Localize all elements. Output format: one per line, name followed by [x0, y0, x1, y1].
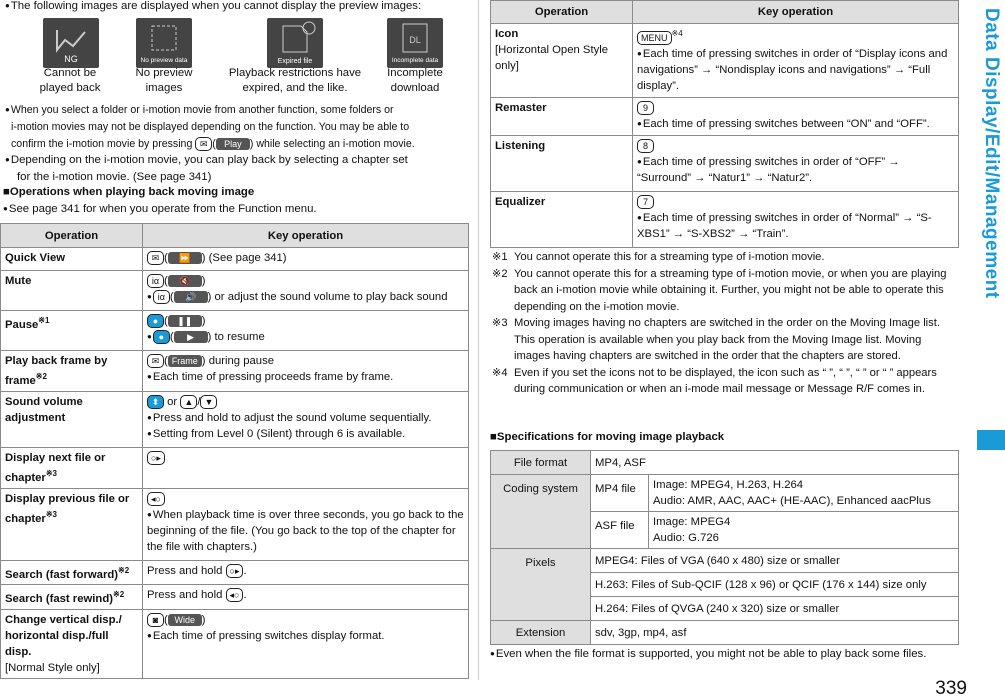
col-key: Key operation: [143, 224, 469, 248]
icon-caption: Cannot be played back: [39, 67, 101, 94]
col-operation: Operation: [1, 224, 143, 248]
key-8-icon: 8: [637, 139, 654, 153]
no-preview-badge: No preview data: [140, 57, 188, 64]
frame-softkey: Frame: [168, 355, 202, 367]
wide-softkey: Wide: [168, 614, 202, 626]
right-key-icon: ○▸: [147, 451, 165, 465]
table-row: Play back frame by frame$^{※2}$ ✉ ( Frame ) during pause ● Each time of pressing proceeds frame by frame.: [1, 351, 469, 392]
key-9-icon: 9: [637, 101, 654, 115]
table-row: Remaster 9 ● Each time of pressing switches between “ON” and “OFF”.: [491, 98, 959, 136]
ng-icon: [43, 18, 99, 68]
camera-key-icon: ◙: [147, 613, 164, 627]
final-note: ● Even when the file format is supported, you might not be able to play back some files.: [490, 648, 926, 660]
i-app-key-icon: iα: [153, 290, 170, 304]
table-row: Equalizer 7 ● Each time of pressing switches in order of “Normal” → “S-XBS1” → “S-XBS2” → “Train”.: [491, 192, 959, 248]
down-key-icon: ▼: [200, 395, 217, 409]
play-softkey: Play: [216, 138, 250, 150]
menu-key-icon: MENU: [637, 31, 672, 45]
mail-key-icon: ✉: [147, 354, 164, 368]
note-1: ● When you select a folder or i-motion movie from another function, some folders or i-motion movies may not be displayed depending on the function. You may be able to confirm the i-motion movie by pressing ✉ ( Play ) while selecting an i-motion movie.: [5, 101, 470, 153]
svg-text:DL: DL: [409, 35, 421, 45]
footnote: ※3 Moving images having no chapters are switched in the order on the Moving Image list. This operation is available when you play back from the Moving Image list. Moving images having chapters are switched in the order that the chapters are stored.: [492, 317, 940, 362]
table-row: Change vertical disp./ horizontal disp./full disp. [Normal Style only] ◙ ( Wide ) ● Each time of pressing switches display format.: [1, 610, 469, 679]
sidebar: [977, 0, 1005, 698]
table-row: Display next file or chapter$^{※3}$ ○▸: [1, 447, 469, 488]
ng-badge: NG: [64, 54, 78, 64]
table-row: Display previous file or chapter$^{※3}$ ◂○ ● When playback time is over three seconds, you go back to the beginning of the file. (You go back to the top of the chapter for the file with chapters.): [1, 488, 469, 560]
expired-badge: Expired file: [277, 58, 313, 65]
table-row: Pause$^{※1}$ ● ( ❚❚ ) ● ● ( ▶ ) to resume: [1, 311, 469, 351]
section-title-specs: ■Specifications for moving image playback: [490, 431, 725, 443]
footnote: ※2 You cannot operate this for a streaming type of i-motion movie, or when you are playing back an i-motion movie while obtaining it. Further, you might not be able to operate this depending on the i-motion movie.: [492, 267, 947, 313]
table-row: Search (fast forward)$^{※2}$ Press and hold ○▸ .: [1, 560, 469, 585]
page-number: 339: [935, 678, 967, 699]
mail-key-icon: ✉: [195, 137, 212, 151]
fast-softkey: ⏩: [168, 252, 202, 264]
left-key-icon: ◂○: [147, 492, 165, 506]
no-preview-icon: [136, 18, 192, 68]
updown-key-icon: ⬍: [147, 395, 164, 409]
table-row: Sound volume adjustment ⬍ or ▲ / ▼ ● Press and hold to adjust the sound volume sequentially. ● Setting from Level 0 (Silent) through 6 is available.: [1, 391, 469, 447]
key-7-icon: 7: [637, 195, 654, 209]
icon-caption: No preview images: [135, 67, 193, 94]
mail-key-icon: ✉: [147, 251, 164, 265]
note-2: ● Depending on the i-motion movie, you can play back by selecting a chapter set for the i-motion movie. (See page 341): [5, 151, 470, 186]
sound-softkey: 🔊: [174, 291, 208, 303]
enter-key-icon: ●: [147, 314, 164, 328]
table-row: Quick View ✉ ( ⏩ ) (See page 341): [1, 248, 469, 271]
footnote: ※4 Even if you set the icons not to be displayed, the icon such as “ ”, “ ”, “ ” or “ ” appears during communication or when an i-mode mail message or Message R/F comes in.: [492, 366, 937, 395]
incomplete-data-icon: [387, 18, 443, 68]
footnotes: [492, 249, 958, 398]
icon-caption: Playback restrictions have expired, and the like.: [228, 67, 362, 94]
enter-key-icon: ●: [153, 330, 170, 344]
chapter-title: Data Display/Edit/Management: [981, 8, 1002, 299]
table-row: Listening 8 ● Each time of pressing switches in order of “OFF” → “Surround” → “Natur1” → “Natur2”.: [491, 136, 959, 192]
play-softkey: ▶: [174, 331, 208, 343]
mute-softkey: 🔇: [168, 275, 202, 287]
pause-softkey: ❚❚: [168, 315, 202, 327]
section-note: ● See page 341 for when you operate from the Function menu.: [3, 203, 317, 215]
section-title-operations: ■Operations when playing back moving image: [3, 186, 255, 198]
i-app-key-icon: iα: [147, 274, 164, 288]
table-row: Search (fast rewind)$^{※2}$ Press and hold ◂○ .: [1, 585, 469, 610]
intro-text: ● The following images are displayed when you cannot display the preview images:: [5, 0, 421, 12]
chapter-tab-marker: [977, 430, 1005, 450]
left-key-icon: ◂○: [226, 588, 244, 602]
table-row: Mute iα ( 🔇 ) ● iα ( 🔊 ) or adjust the sound volume to play back sound: [1, 271, 469, 311]
operations-table: [0, 223, 469, 679]
spec-table: File format MP4, ASF Coding system MP4 file Image: MPEG4, H.263, H.264 Audio: AMR, AAC, AAC+ (HE-AAC), Enhanced aacPlus ASF file Image: MPEG4 Audio: G.726 Pixels MPEG4: Files of VGA (640 x 480) size or smaller H.263: Files of Sub-QCIF (128 x 96) or QCIF (176 x 144) size only H.264: Files of QVGA (240 x 320) size or smaller Extension sdv, 3gp, mp4, asf: [490, 450, 959, 645]
expired-file-icon: [267, 18, 323, 68]
column-divider: [478, 0, 479, 680]
operations-table-continued: Operation Key operation Icon [Horizontal Open Style only] MENU $^{※4}$ ● Each time of pressing switches in order of “Display icons and navigations” → “Nondisplay icons and navigations” → “Full display”. Remaster 9 ● Each time of pressing switches between “ON” and “OFF”. Listening 8 ● Each time of pressing switches in order of “OFF” → “Surround” → “Natur1” → “Natur2”. Equalizer 7 ● Each time of pressing switches in order of “Normal” → “S-XBS1” → “S-XBS2” → “Train”.: [490, 0, 959, 248]
right-key-icon: ○▸: [226, 564, 244, 578]
incomplete-badge: Incomplete data: [391, 57, 439, 64]
icon-caption: Incomplete download: [387, 67, 443, 94]
footnote: ※1 You cannot operate this for a streaming type of i-motion movie.: [492, 251, 825, 263]
up-key-icon: ▲: [180, 395, 197, 409]
table-row: Icon [Horizontal Open Style only] MENU $^{※4}$ ● Each time of pressing switches in order of “Display icons and navigations” → “Nondisplay icons and navigations” → “Full display”.: [491, 24, 959, 98]
